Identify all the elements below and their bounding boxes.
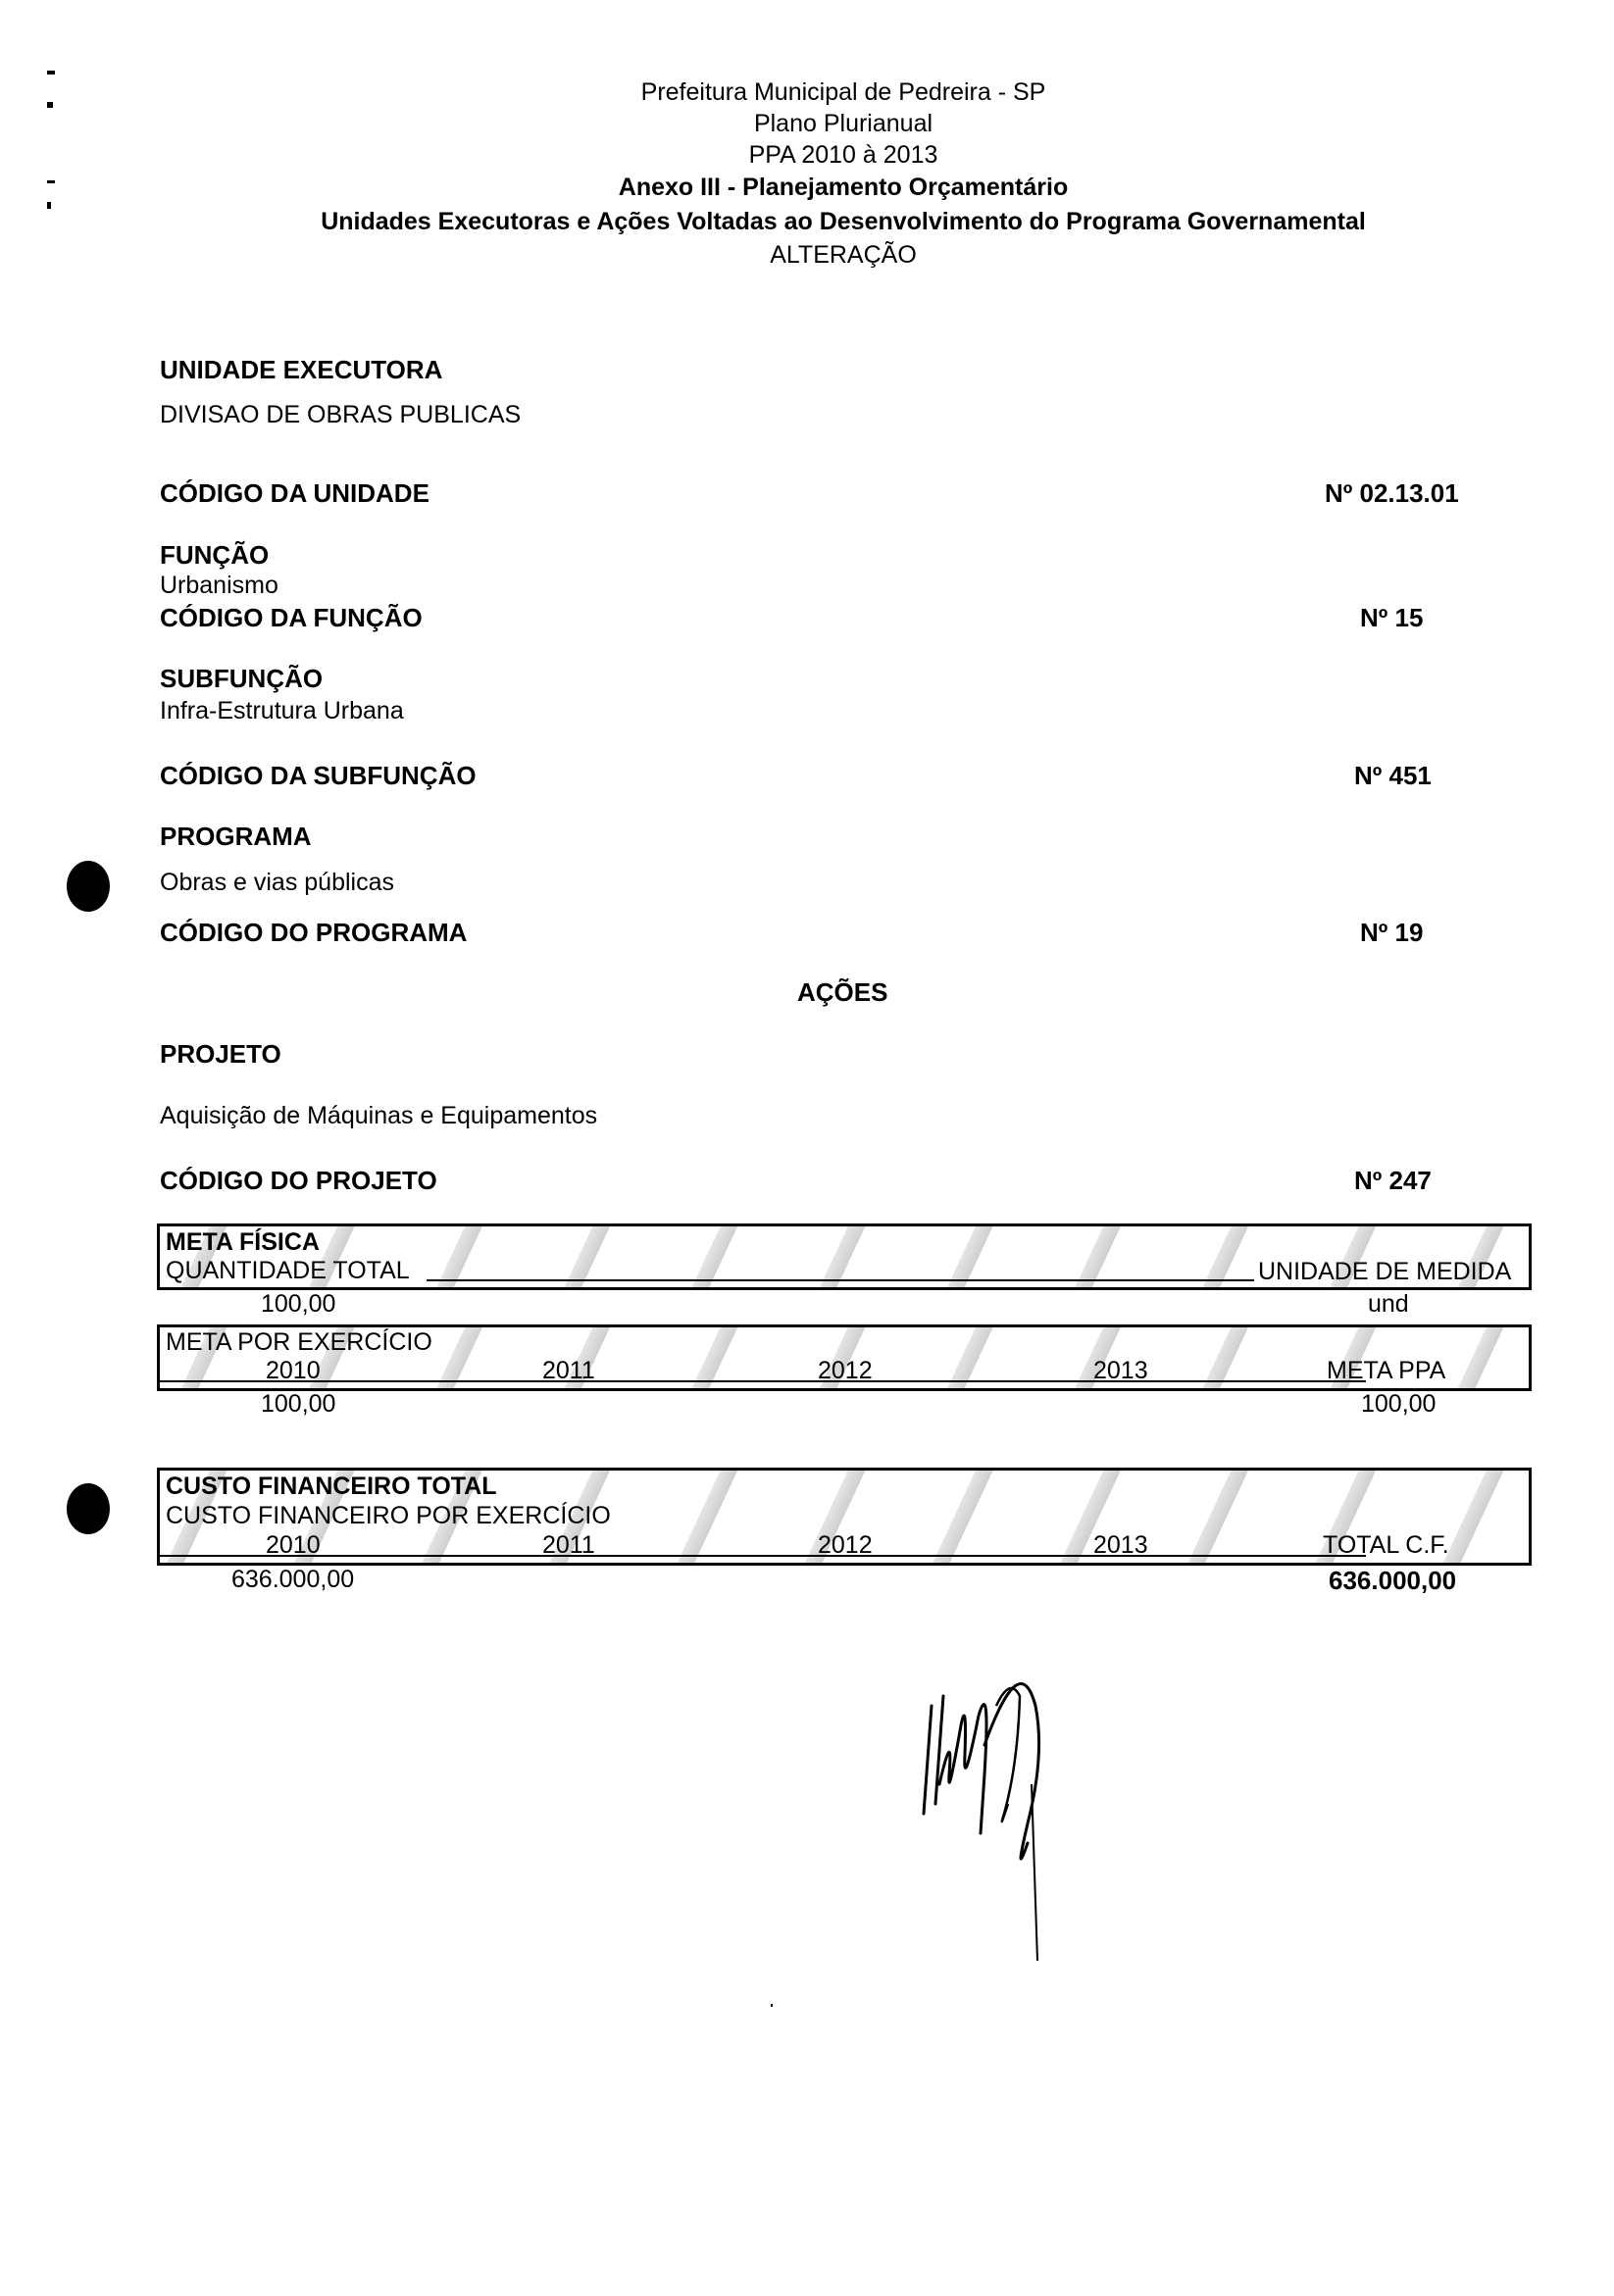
custo-financeiro-title: CUSTO FINANCEIRO TOTAL: [166, 1472, 497, 1500]
meta-year-2010: 2010: [266, 1357, 321, 1384]
meta-2010-value: 100,00: [261, 1390, 336, 1418]
meta-year-2012: 2012: [818, 1357, 873, 1384]
custo-financeiro-box: [157, 1468, 1532, 1566]
acoes-title: AÇÕES: [797, 977, 888, 1007]
meta-year-2011: 2011: [542, 1357, 595, 1384]
rule: [160, 1380, 1366, 1382]
quantidade-total-value: 100,00: [261, 1290, 336, 1318]
meta-ppa-label: META PPA: [1327, 1357, 1446, 1384]
meta-fisica-box: [157, 1223, 1532, 1290]
codigo-programa-label: CÓDIGO DO PROGRAMA: [160, 918, 468, 947]
codigo-subfuncao-label: CÓDIGO DA SUBFUNÇÃO: [160, 761, 477, 790]
scan-mark: [47, 71, 55, 75]
punch-hole: [67, 861, 110, 912]
subfuncao-value: Infra-Estrutura Urbana: [160, 697, 404, 724]
meta-fisica-title: META FÍSICA: [166, 1228, 320, 1256]
codigo-unidade-label: CÓDIGO DA UNIDADE: [160, 478, 429, 508]
codigo-projeto-label: CÓDIGO DO PROJETO: [160, 1166, 437, 1195]
programa-label: PROGRAMA: [160, 822, 312, 851]
unidade-executora-label: UNIDADE EXECUTORA: [160, 355, 443, 384]
header-subtitle: Unidades Executoras e Ações Voltadas ao Desenvolvimento do Programa Governamental: [321, 208, 1366, 235]
handwritten-signature: [902, 1667, 1069, 1980]
total-cf-value: 636.000,00: [1329, 1566, 1457, 1595]
codigo-unidade-value: Nº 02.13.01: [1325, 478, 1459, 508]
projeto-label: PROJETO: [160, 1039, 281, 1069]
custo-2010-value: 636.000,00: [231, 1566, 355, 1593]
codigo-subfuncao-value: Nº 451: [1354, 761, 1432, 790]
meta-exercicio-title: META POR EXERCÍCIO: [166, 1328, 432, 1356]
unidade-medida-value: und: [1368, 1290, 1409, 1318]
rule: [427, 1279, 1254, 1281]
codigo-programa-value: Nº 19: [1360, 918, 1424, 947]
total-cf-label: TOTAL C.F.: [1323, 1531, 1449, 1559]
header-plan: Plano Plurianual: [753, 110, 933, 137]
programa-value: Obras e vias públicas: [160, 869, 395, 896]
header-alteracao: ALTERAÇÃO: [770, 241, 917, 269]
custo-year-2010: 2010: [266, 1531, 321, 1559]
custo-year-2012: 2012: [818, 1531, 873, 1559]
funcao-label: FUNÇÃO: [160, 540, 270, 570]
custo-por-exercicio-label: CUSTO FINANCEIRO POR EXERCÍCIO: [166, 1502, 611, 1529]
header-annex: Anexo III - Planejamento Orçamentário: [618, 174, 1069, 201]
header-municipality: Prefeitura Municipal de Pedreira - SP: [640, 78, 1046, 106]
header-ppa-period: PPA 2010 à 2013: [748, 141, 938, 169]
punch-hole: [67, 1483, 110, 1534]
meta-exercicio-box: [157, 1324, 1532, 1391]
scan-mark: [771, 2004, 773, 2007]
unidade-executora-value: DIVISAO DE OBRAS PUBLICAS: [160, 401, 522, 428]
custo-year-2011: 2011: [542, 1531, 595, 1559]
codigo-funcao-label: CÓDIGO DA FUNÇÃO: [160, 603, 423, 632]
rule: [160, 1555, 1366, 1557]
funcao-value: Urbanismo: [160, 572, 278, 599]
subfuncao-label: SUBFUNÇÃO: [160, 664, 324, 693]
meta-ppa-value: 100,00: [1361, 1390, 1437, 1418]
codigo-projeto-value: Nº 247: [1354, 1166, 1432, 1195]
meta-year-2013: 2013: [1093, 1357, 1148, 1384]
unidade-medida-label: UNIDADE DE MEDIDA: [1258, 1258, 1512, 1285]
codigo-funcao-value: Nº 15: [1360, 603, 1424, 632]
projeto-value: Aquisição de Máquinas e Equipamentos: [160, 1102, 598, 1129]
quantidade-total-label: QUANTIDADE TOTAL: [166, 1257, 410, 1284]
custo-year-2013: 2013: [1093, 1531, 1148, 1559]
